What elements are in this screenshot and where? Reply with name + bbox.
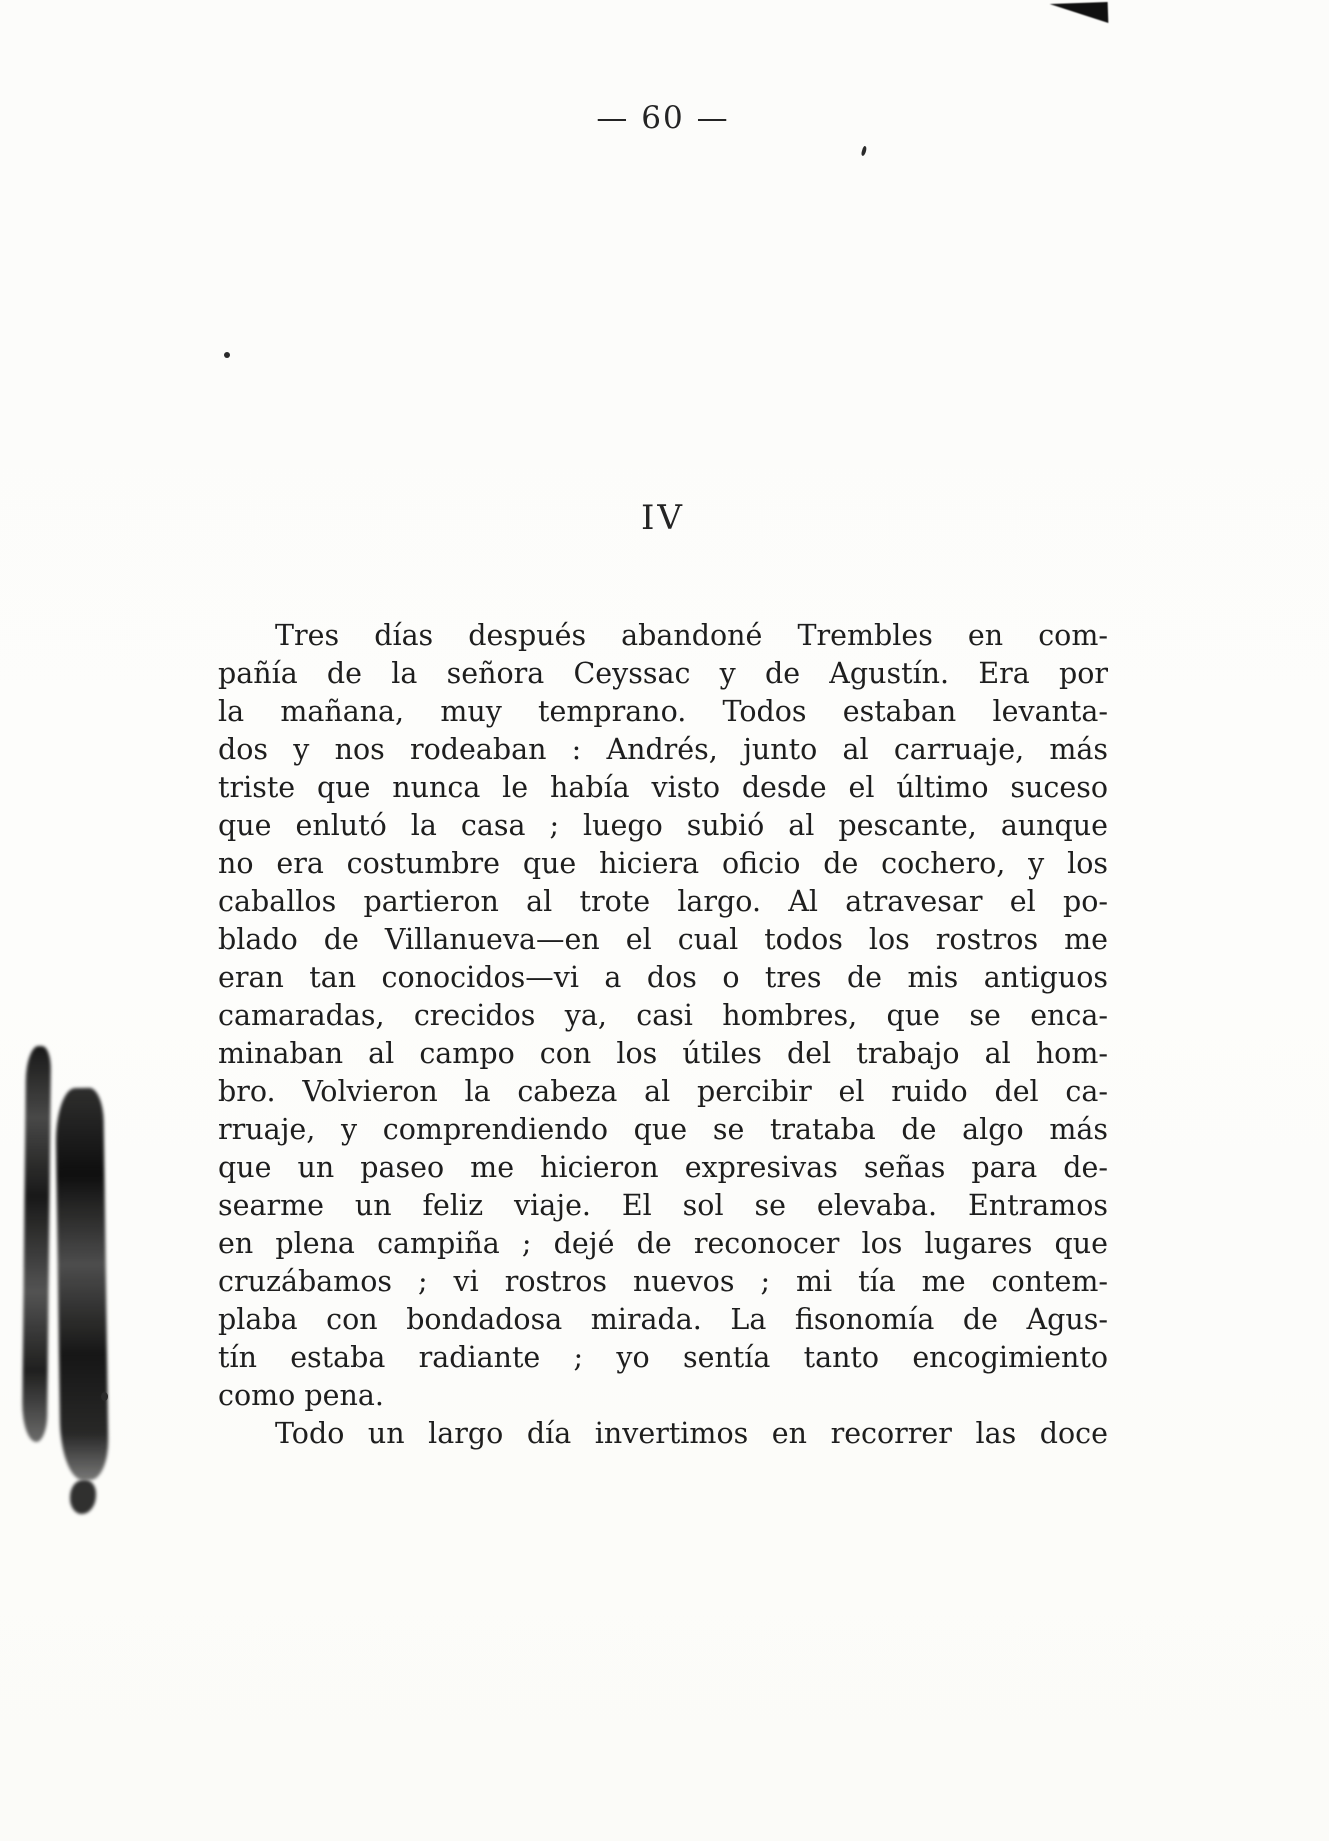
ink-smudge: [55, 1088, 108, 1481]
chapter-heading: IV: [641, 498, 685, 538]
text-line: caballos partieron al trote largo. Al atravesar el po-: [218, 885, 1108, 918]
ink-smudge: [22, 1046, 51, 1442]
ink-speck: [101, 1392, 108, 1401]
text-line: blado de Villanueva—en el cual todos los rostros me: [218, 923, 1108, 956]
text-line: searme un feliz viaje. El sol se elevaba. Entramos: [218, 1189, 1108, 1222]
text-line: que enlutó la casa ; luego subió al pescante, aunque: [218, 809, 1108, 842]
text-line: que un paseo me hicieron expresivas señas para de-: [218, 1151, 1108, 1184]
text-line: rruaje, y comprendiendo que se trataba de algo más: [218, 1113, 1108, 1146]
page-corner-mark: [1050, 2, 1109, 25]
text-line: camaradas, crecidos ya, casi hombres, que se enca-: [218, 999, 1108, 1032]
text-line: en plena campiña ; dejé de reconocer los lugares que: [218, 1227, 1108, 1260]
text-line: plaba con bondadosa mirada. La fisonomía de Agus-: [218, 1303, 1108, 1336]
text-block: [218, 617, 1108, 1453]
text-line: como pena.: [218, 1379, 384, 1412]
ink-smudge: [70, 1480, 96, 1514]
text-line: Tres días después abandoné Trembles en com-: [275, 619, 1108, 652]
page-number: — 60 —: [596, 100, 730, 136]
text-line: triste que nunca le había visto desde el último suceso: [218, 771, 1108, 804]
text-line: cruzábamos ; vi rostros nuevos ; mi tía me contem-: [218, 1265, 1108, 1298]
text-line: eran tan conocidos—vi a dos o tres de mis antiguos: [218, 961, 1108, 994]
text-line: no era costumbre que hiciera oficio de cochero, y los: [218, 847, 1108, 880]
text-line: Todo un largo día invertimos en recorrer las doce: [275, 1417, 1108, 1450]
text-line: bro. Volvieron la cabeza al percibir el ruido del ca-: [218, 1075, 1108, 1108]
text-line: la mañana, muy temprano. Todos estaban levanta-: [218, 695, 1108, 728]
ink-speck: [861, 146, 868, 157]
text-line: dos y nos rodeaban : Andrés, junto al carruaje, más: [218, 733, 1108, 766]
text-line: tín estaba radiante ; yo sentía tanto encogimiento: [218, 1341, 1108, 1374]
ink-speck: [224, 352, 230, 358]
text-line: minaban al campo con los útiles del trabajo al hom-: [218, 1037, 1108, 1070]
text-line: pañía de la señora Ceyssac y de Agustín. Era por: [218, 657, 1108, 690]
